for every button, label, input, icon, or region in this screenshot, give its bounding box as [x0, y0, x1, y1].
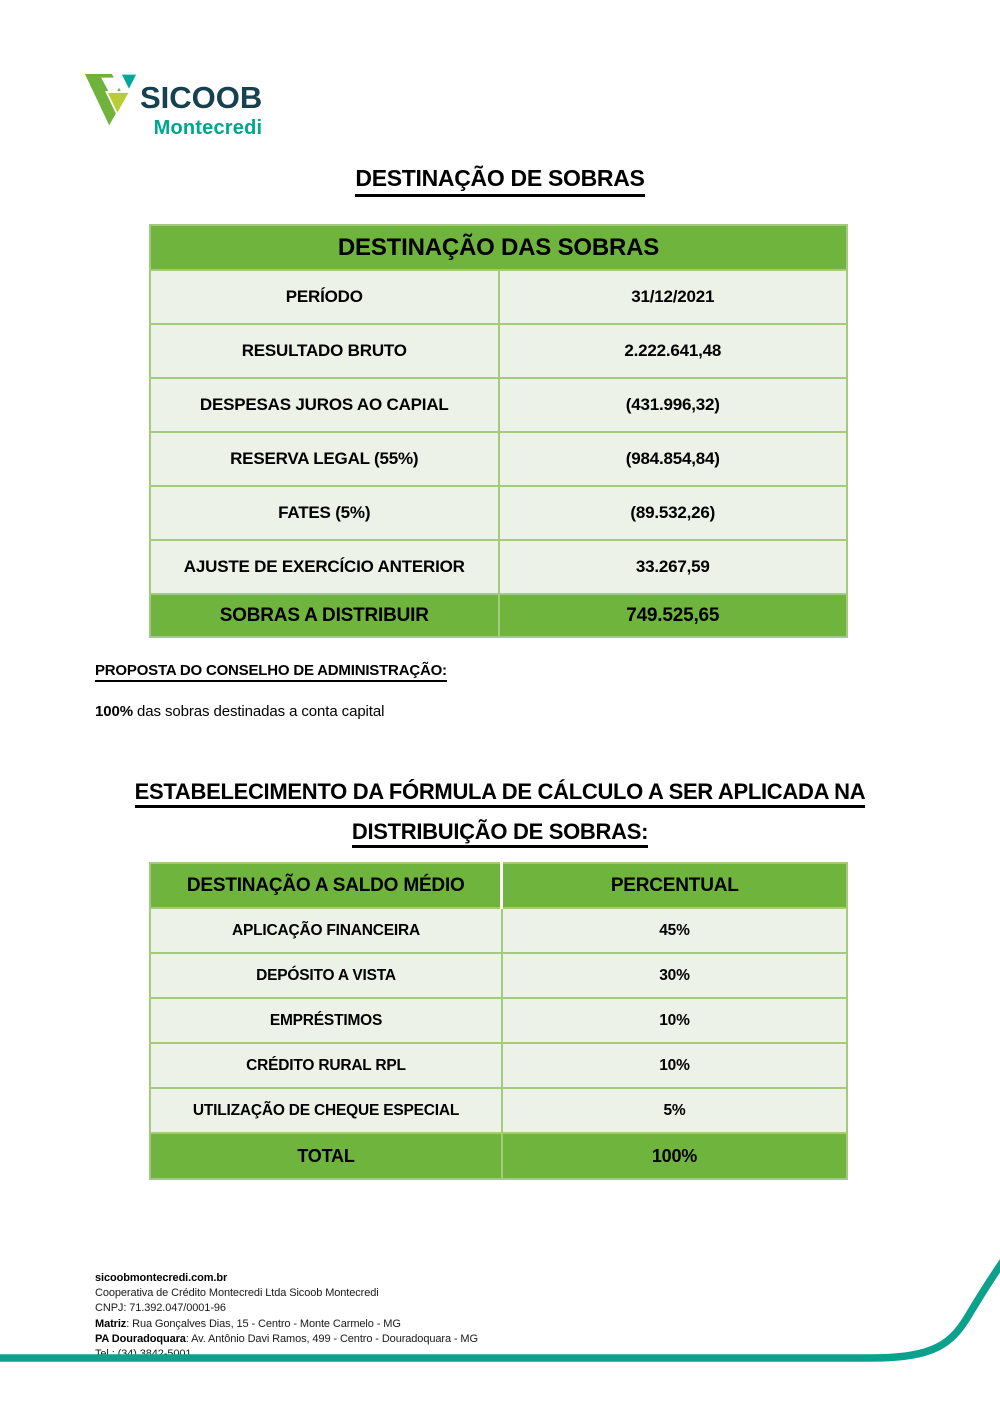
row-label-cell: UTILIZAÇÃO DE CHEQUE ESPECIAL — [150, 1088, 502, 1133]
row-value-cell: 10% — [502, 998, 847, 1043]
row-label-cell: FATES (5%) — [150, 486, 499, 540]
row-label-cell: CRÉDITO RURAL RPL — [150, 1043, 502, 1088]
total-label-cell: SOBRAS A DISTRIBUIR — [150, 594, 499, 637]
footer-website: sicoobmontecredi.com.br — [95, 1272, 228, 1284]
table-row — [150, 378, 847, 432]
table-header-row — [150, 225, 847, 270]
table-row — [150, 486, 847, 540]
table-total-row — [150, 1133, 847, 1179]
total-label-cell: TOTAL — [150, 1133, 502, 1179]
destination-table — [149, 224, 848, 638]
logo-text — [140, 72, 262, 140]
sicoob-logo — [84, 72, 262, 140]
row-value-cell: (984.854,84) — [499, 432, 848, 486]
row-value-cell: (89.532,26) — [499, 486, 848, 540]
footer-matriz: Matriz: Rua Gonçalves Dias, 15 - Centro - Monte Carmelo - MG — [95, 1317, 401, 1330]
footer-company: Cooperativa de Crédito Montecredi Ltda Sicoob Montecredi — [95, 1287, 379, 1300]
page-title: DESTINAÇÃO DE SOBRAS — [0, 165, 1000, 197]
column-header-percentual: PERCENTUAL — [502, 863, 847, 908]
total-value-cell: 100% — [502, 1133, 847, 1179]
row-value-cell: (431.996,32) — [499, 378, 848, 432]
formula-table — [149, 862, 848, 1180]
row-value-cell: 31/12/2021 — [499, 270, 848, 324]
proposal-text: 100% das sobras destinadas a conta capital — [95, 703, 385, 720]
table-total-row — [150, 594, 847, 637]
table-row — [150, 908, 847, 953]
table-title-cell: DESTINAÇÃO DAS SOBRAS — [150, 225, 847, 270]
row-value-cell: 2.222.641,48 — [499, 324, 848, 378]
row-label-cell: DESPESAS JUROS AO CAPIAL — [150, 378, 499, 432]
footer-cnpj: CNPJ: 71.392.047/0001-96 — [95, 1302, 226, 1315]
table-row — [150, 998, 847, 1043]
sicoob-triangle-mark-icon — [84, 72, 138, 130]
row-label-cell: AJUSTE DE EXERCÍCIO ANTERIOR — [150, 540, 499, 594]
table-row — [150, 953, 847, 998]
table-header-row — [150, 863, 847, 908]
table-row — [150, 540, 847, 594]
row-value-cell: 33.267,59 — [499, 540, 848, 594]
proposal-heading: PROPOSTA DO CONSELHO DE ADMINISTRAÇÃO: — [95, 662, 447, 680]
formula-section-title — [0, 775, 1000, 855]
row-label-cell: EMPRÉSTIMOS — [150, 998, 502, 1043]
formula-title-line1: ESTABELECIMENTO DA FÓRMULA DE CÁLCULO A SER APLICADA NA — [135, 779, 866, 808]
brand-name: SICOOB — [140, 80, 263, 115]
footer-block — [95, 1271, 478, 1362]
row-label-cell: APLICAÇÃO FINANCEIRA — [150, 908, 502, 953]
row-label-cell: RESERVA LEGAL (55%) — [150, 432, 499, 486]
table-row — [150, 324, 847, 378]
row-value-cell: 10% — [502, 1043, 847, 1088]
row-label-cell: PERÍODO — [150, 270, 499, 324]
table-row — [150, 432, 847, 486]
row-value-cell: 5% — [502, 1088, 847, 1133]
row-value-cell: 45% — [502, 908, 847, 953]
table-row — [150, 1088, 847, 1133]
table-row — [150, 270, 847, 324]
row-label-cell: RESULTADO BRUTO — [150, 324, 499, 378]
total-value-cell: 749.525,65 — [499, 594, 848, 637]
formula-title-line2: DISTRIBUIÇÃO DE SOBRAS: — [352, 819, 648, 848]
row-label-cell: DEPÓSITO A VISTA — [150, 953, 502, 998]
proposal-bold-lead: 100% — [95, 703, 133, 720]
sub-brand-name: Montecredi — [153, 117, 263, 139]
table-row — [150, 1043, 847, 1088]
footer-pa: PA Douradoquara: Av. Antônio Davi Ramos, 499 - Centro - Douradoquara - MG — [95, 1332, 478, 1345]
row-value-cell: 30% — [502, 953, 847, 998]
column-header-destination: DESTINAÇÃO A SALDO MÉDIO — [150, 863, 502, 908]
footer-phone: Tel.: (34) 3842-5001 — [95, 1348, 192, 1361]
